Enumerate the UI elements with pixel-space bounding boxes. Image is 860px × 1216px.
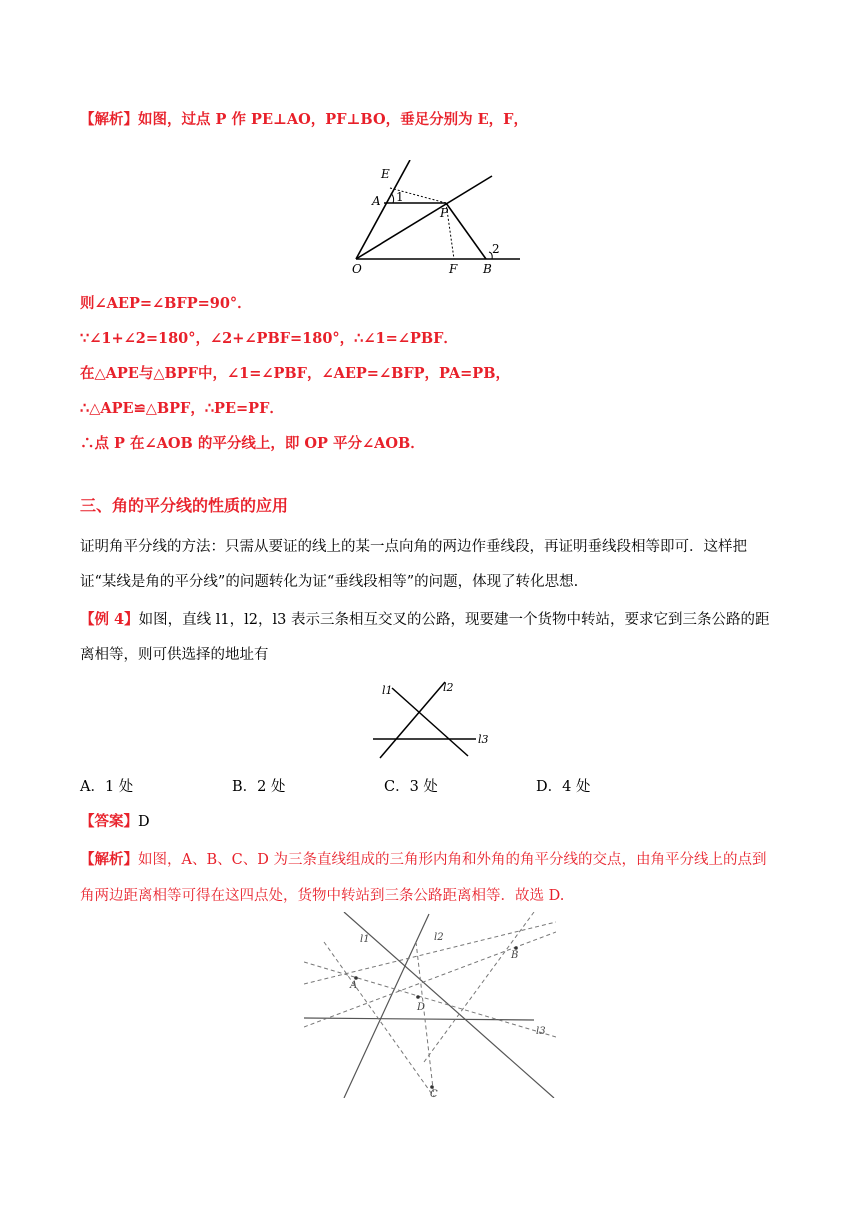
ray-OP (356, 176, 492, 259)
label-l1: l1 (382, 684, 393, 697)
label-B: B (511, 950, 519, 961)
analysis-tag: 【解析】 (80, 111, 138, 128)
label-l2: l2 (443, 681, 454, 694)
method-text-line1: 证明角平分线的方法：只需从要证的线上的某一点向角的两边作垂线段，再证明垂线段相等即可．这样把 (80, 539, 747, 555)
analysis1-step: ∴点 P 在∠AOB 的平分线上，即 OP 平分∠AOB． (80, 435, 425, 452)
figure-bisector-intersections (304, 912, 556, 1098)
label-O: O (352, 262, 362, 276)
figure-angle-bisector-proof (340, 160, 540, 278)
example-tag: 【例 4】 (80, 611, 139, 628)
label-C: C (430, 1089, 438, 1098)
bisector-line (304, 962, 556, 1037)
answer-line (80, 810, 150, 831)
example4-line1 (80, 608, 769, 629)
road-l1 (344, 912, 554, 1098)
method-text-line2: 证“某线是角的平分线”的问题转化为证“垂线段相等”的问题，体现了转化思想. (80, 574, 579, 590)
label-A: A (372, 194, 381, 208)
analysis2-line2: 角两边距离相等可得在这四点处，货物中转站到三条公路距离相等．故选 D. (80, 888, 565, 904)
section-heading: 三、角的平分线的性质的应用 (80, 496, 289, 515)
road-l1 (392, 688, 468, 756)
analysis2-line1 (80, 848, 766, 869)
analysis1-step: ∵∠1+∠2=180°，∠2+∠PBF=180°，∴∠1=∠PBF． (80, 330, 458, 347)
label-F: F (449, 262, 458, 276)
label-P: P (440, 206, 449, 220)
answer-tag: 【答案】 (80, 813, 138, 830)
label-D: D (417, 1002, 426, 1013)
label-E: E (381, 167, 390, 181)
label-A: A (350, 980, 358, 991)
label-B: B (483, 262, 492, 276)
example4-text: 如图，直线 l1，l2，l3 表示三条相互交叉的公路，现要建一个货物中转站，要求它到三条公路的距 (138, 612, 770, 628)
label-l3: l3 (478, 733, 489, 746)
label-l1: l1 (360, 934, 370, 945)
figure-three-roads (368, 678, 498, 760)
analysis1-intro: 如图，过点 P 作 PE⊥AO，PF⊥BO，垂足分别为 E，F， (138, 111, 528, 128)
choice-a: A．1 处 (80, 779, 134, 795)
segment-PB (446, 203, 486, 259)
choice-b: B．2 处 (232, 779, 286, 795)
point-D (416, 995, 420, 999)
analysis1-step: 在△APE与△BPF中，∠1=∠PBF，∠AEP=∠BFP，PA=PB， (80, 365, 510, 382)
answer-value: D (138, 814, 150, 830)
example4-line2: 离相等，则可供选择的地址有 (80, 647, 269, 663)
analysis1-intro-line (80, 108, 528, 129)
analysis1-step: 则∠AEP=∠BFP=90°． (80, 295, 252, 312)
analysis1-step: ∴△APE≌△BPF，∴PE=PF． (80, 400, 284, 417)
analysis2-text: 如图，A、B、C、D 为三条直线组成的三角形内角和外角的角平分线的交点，由角平分线上的点到 (138, 852, 767, 868)
label-l2: l2 (434, 932, 444, 943)
bisector-line (304, 932, 556, 1027)
choice-list (80, 775, 688, 796)
label-1: 1 (396, 190, 404, 204)
label-2: 2 (492, 242, 500, 256)
choice-c: C．3 处 (384, 779, 438, 795)
analysis-tag: 【解析】 (80, 851, 138, 868)
choice-d: D．4 处 (536, 779, 591, 795)
label-l3: l3 (536, 1026, 546, 1037)
